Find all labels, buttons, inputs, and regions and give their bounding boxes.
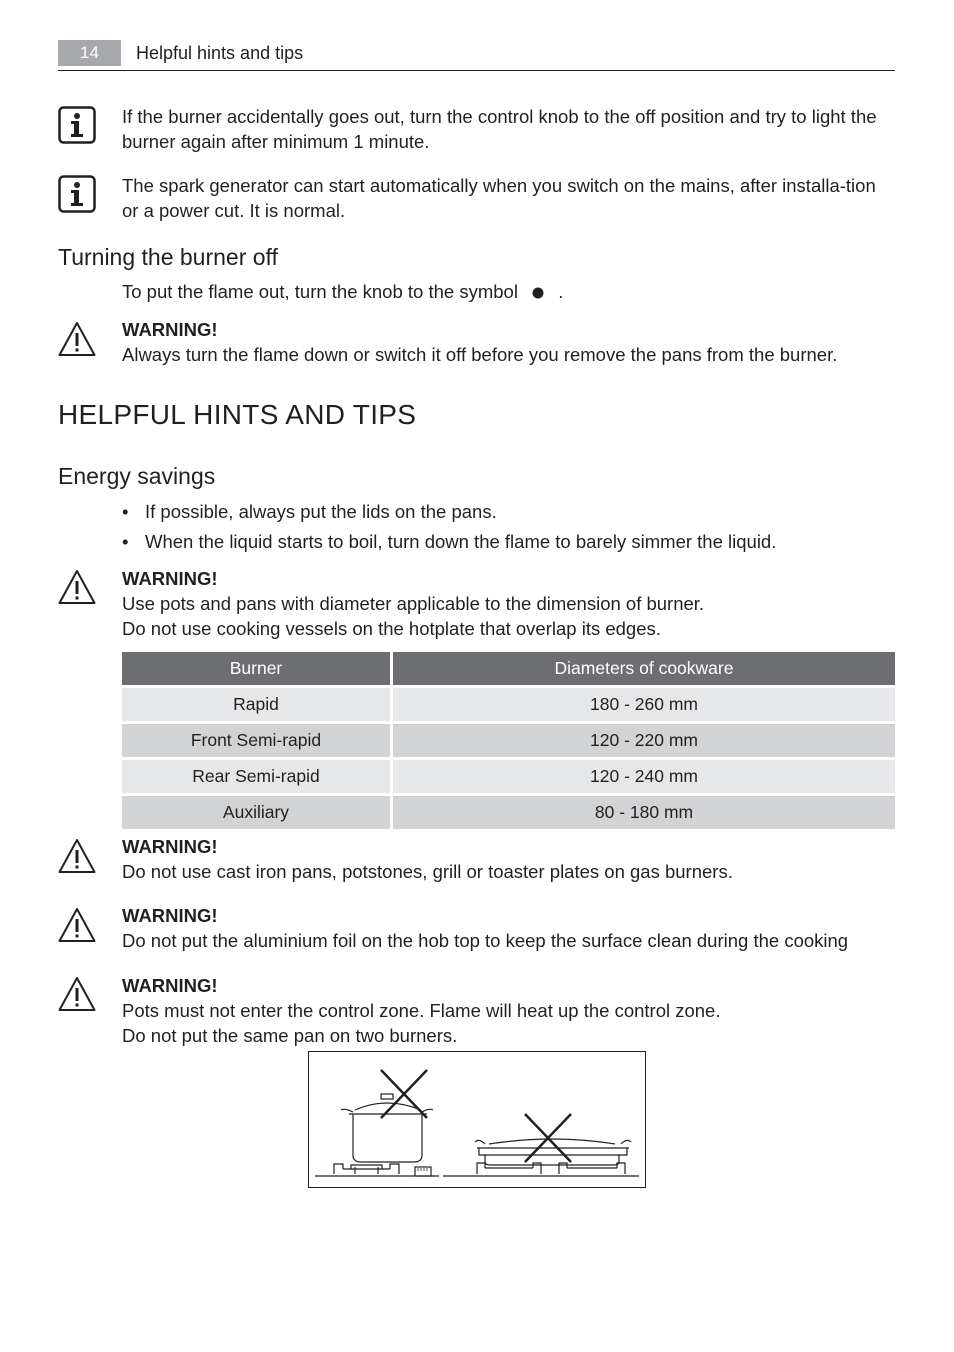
info-note-2	[122, 173, 897, 223]
instruction-text: To put the flame out, turn the knob to the symbol	[122, 281, 518, 302]
table-row	[122, 760, 895, 793]
warning-title: WARNING!	[122, 836, 218, 857]
page-number: 14	[58, 40, 121, 66]
warning-triangle-icon	[58, 568, 96, 606]
table-header: Diameters of cookware	[393, 652, 895, 685]
warning-block	[122, 317, 897, 367]
warning-triangle-icon	[58, 906, 96, 944]
turning-off-heading: Turning the burner off	[58, 244, 278, 270]
table-cell: Auxiliary	[122, 796, 393, 829]
warning-block	[122, 903, 897, 953]
table-cell: 120 - 220 mm	[393, 724, 895, 757]
table-cell: Rear Semi-rapid	[122, 760, 393, 793]
table-cell: Front Semi-rapid	[122, 724, 393, 757]
info-note-1	[122, 104, 897, 154]
bullet-text: If possible, always put the lids on the pans.	[145, 501, 497, 522]
energy-heading: Energy savings	[58, 463, 216, 489]
warning-title: WARNING!	[122, 319, 218, 340]
cookware-table	[122, 649, 895, 832]
table-cell: 80 - 180 mm	[393, 796, 895, 829]
pan-placement-illustration	[308, 1051, 646, 1188]
table-header-row	[122, 652, 895, 685]
warning-triangle-icon	[58, 837, 96, 875]
table-cell: Rapid	[122, 688, 393, 721]
warning-block	[122, 973, 897, 1048]
warning-line: Do not use cast iron pans, potstones, grill or toaster plates on gas burners.	[122, 861, 733, 882]
table-header: Burner	[122, 652, 393, 685]
warning-title: WARNING!	[122, 905, 218, 926]
bullet-text: When the liquid starts to boil, turn down the flame to barely simmer the liquid.	[145, 531, 777, 552]
filled-circle-icon	[523, 286, 553, 300]
info-icon	[58, 175, 96, 213]
table-row	[122, 724, 895, 757]
info-note-text: The spark generator can start automatically when you switch on the mains, after installa-tion or a power cut. It is normal.	[122, 175, 876, 221]
warning-line: Pots must not enter the control zone. Flame will heat up the control zone.	[122, 1000, 721, 1021]
info-icon	[58, 106, 96, 144]
warning-block	[122, 566, 897, 641]
turning-off-instruction	[122, 279, 897, 304]
warning-text: Always turn the flame down or switch it off before you remove the pans from the burner.	[122, 344, 838, 365]
table-cell: 120 - 240 mm	[393, 760, 895, 793]
bullet-item: • If possible, always put the lids on the pans.	[122, 501, 497, 522]
warning-block	[122, 834, 897, 884]
warning-line: Do not put the same pan on two burners.	[122, 1025, 458, 1046]
warning-line: Do not use cooking vessels on the hotplate that overlap its edges.	[122, 618, 661, 639]
warning-title: WARNING!	[122, 975, 218, 996]
table-row	[122, 688, 895, 721]
table-row	[122, 796, 895, 829]
pan-illustration-drawing	[309, 1052, 645, 1187]
warning-title: WARNING!	[122, 568, 218, 589]
bullet-item: • When the liquid starts to boil, turn down the flame to barely simmer the liquid.	[122, 531, 777, 552]
instruction-end: .	[558, 281, 564, 302]
table-cell: 180 - 260 mm	[393, 688, 895, 721]
warning-triangle-icon	[58, 975, 96, 1013]
page-header	[58, 40, 895, 71]
warning-line: Use pots and pans with diameter applicable to the dimension of burner.	[122, 593, 705, 614]
info-note-text: If the burner accidentally goes out, turn the control knob to the off position and try to light the burner again after minimum 1 minute.	[122, 106, 877, 152]
warning-triangle-icon	[58, 320, 96, 358]
header-title: Helpful hints and tips	[136, 43, 304, 63]
section-title: HELPFUL HINTS AND TIPS	[58, 399, 417, 430]
warning-line: Do not put the aluminium foil on the hob top to keep the surface clean during the cooking	[122, 930, 849, 951]
